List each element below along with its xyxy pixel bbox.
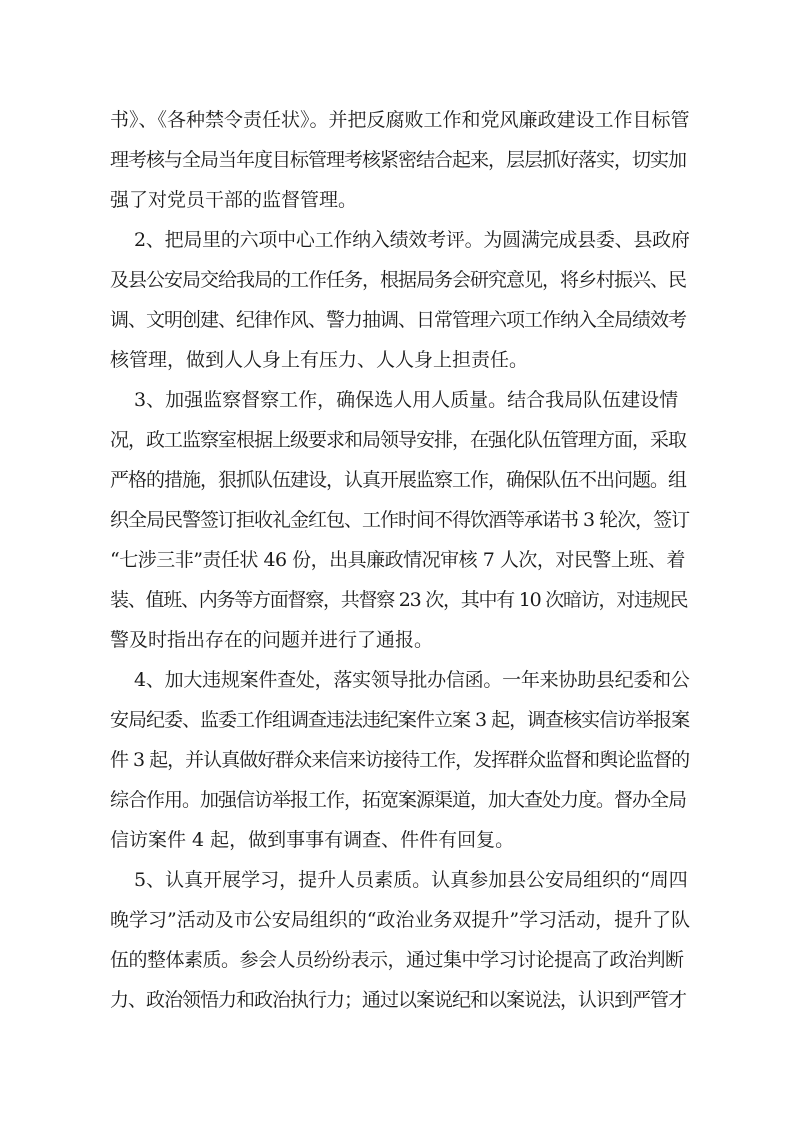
- text-line: 安局纪委、监委工作组调查违法违纪案件立案 3 起，调查核实信访举报案: [110, 709, 690, 731]
- text-line: 及县公安局交给我局的工作任务，根据局务会研究意见，将乡村振兴、民: [110, 269, 687, 291]
- text-line: 织全局民警签订拒收礼金红包、工作时间不得饮酒等承诺书 3 轮次，签订: [110, 509, 690, 531]
- text-line: 力、政治领悟力和政治执行力；通过以案说纪和以案说法，认识到严管才: [110, 989, 687, 1011]
- paragraph-first-line: 5、认真开展学习，提升人员素质。认真参加县公安局组织的“周四: [134, 869, 688, 891]
- text-line: 调、文明创建、纪律作风、警力抽调、日常管理六项工作纳入全局绩效考: [110, 309, 687, 331]
- text-line: 件 3 起，并认真做好群众来信来访接待工作，发挥群众监督和舆论监督的: [110, 749, 690, 771]
- text-line: 警及时指出存在的问题并进行了通报。: [110, 629, 434, 651]
- text-line: 晚学习”活动及市公安局组织的“政治业务双提升”学习活动，提升了队: [110, 909, 691, 931]
- paragraph-first-line: 2、把局里的六项中心工作纳入绩效考评。为圆满完成县委、县政府: [134, 229, 690, 251]
- text-line: 况，政工监察室根据上级要求和局领导安排，在强化队伍管理方面，采取: [110, 429, 687, 451]
- text-line: 信访案件 4 起，做到事事有调查、件件有回复。: [110, 829, 515, 851]
- text-line: 严格的措施，狠抓队伍建设，认真开展监察工作，确保队伍不出问题。组: [110, 469, 687, 491]
- paragraph-first-line: 4、加大违规案件查处，落实领导批办信函。一年来协助县纪委和公: [134, 669, 690, 691]
- text-line: 书》、《各种禁令责任状》。并把反腐败工作和党风廉政建设工作目标管: [110, 109, 690, 131]
- text-line: “七涉三非”责任状 46 份，出具廉政情况审核 7 人次，对民警上班、着: [110, 549, 685, 571]
- text-line: 综合作用。加强信访举报工作，拓宽案源渠道，加大查处力度。督办全局: [110, 789, 687, 811]
- text-line: 装、值班、内务等方面督察，共督察 23 次，其中有 10 次暗访，对违规民: [110, 589, 688, 611]
- text-line: 强了对党员干部的监督管理。: [110, 189, 358, 211]
- text-line: 伍的整体素质。参会人员纷纷表示，通过集中学习讨论提高了政治判断: [110, 949, 684, 971]
- paragraph-first-line: 3、加强监察督察工作，确保选人用人质量。结合我局队伍建设情: [134, 389, 679, 411]
- text-line: 核管理，做到人人身上有压力、人人身上担责任。: [110, 349, 529, 371]
- text-line: 理考核与全局当年度目标管理考核紧密结合起来，层层抓好落实，切实加: [110, 149, 687, 171]
